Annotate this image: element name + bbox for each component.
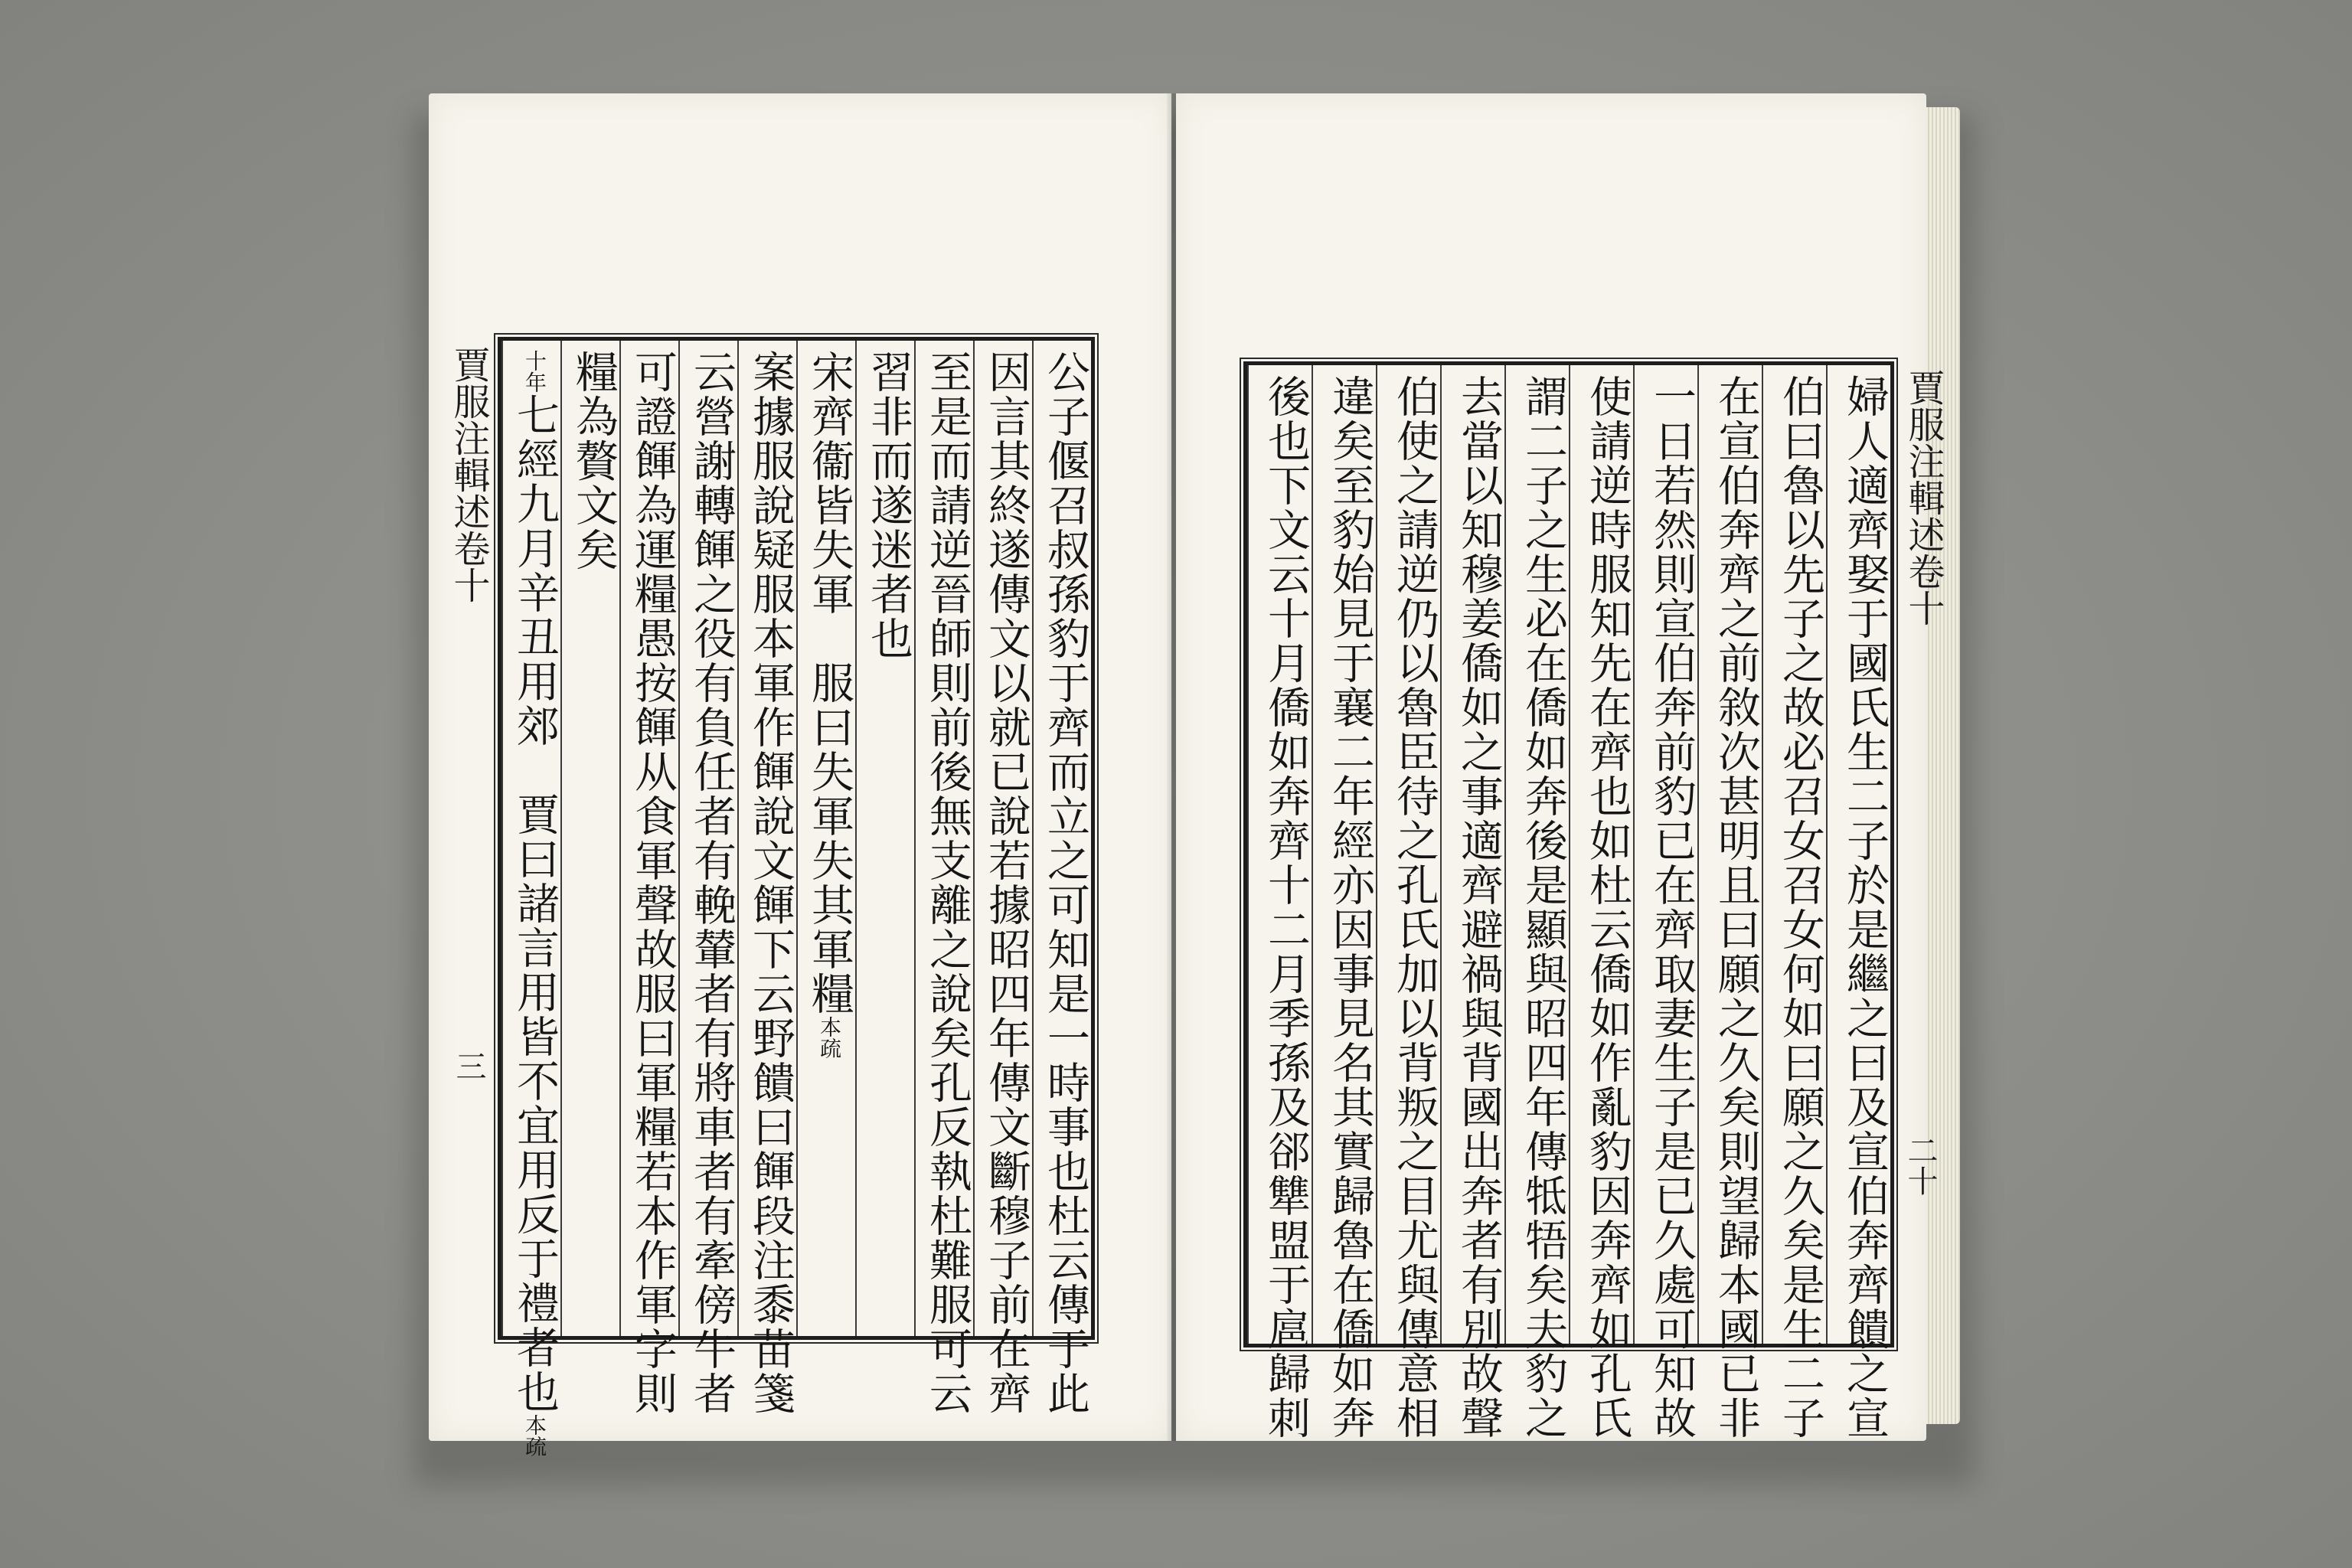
- left-col-8: 可證餫為運糧愚按餫从食軍聲故服曰軍糧若本作軍字則: [619, 341, 678, 1336]
- left-page: [429, 93, 1171, 1457]
- left-col-2: 因言其終遂傳文以就已說若據昭四年傳文斷穆子前在齊: [973, 341, 1032, 1336]
- right-col-5: 使請逆時服知先在齊也如杜云僑如作亂豹因奔齊如孔氏: [1569, 365, 1633, 1344]
- right-col-10: 後也下文云十月僑如奔齊十二月季孫及郤犨盟于扈歸刺: [1247, 365, 1312, 1344]
- left-col-6: 案據服說疑服本軍作餫說文餫下云野饋曰餫段注黍苗箋: [737, 341, 796, 1336]
- left-col-10: 十年七經九月辛丑用郊 賈曰諸言用皆不宜用反于禮者也本疏: [501, 341, 560, 1336]
- bleed-through-text: [766, 185, 827, 228]
- left-col-7: 云營謝轉餫之役有負任者有輓輦者有將車者有牽傍牛者: [678, 341, 737, 1336]
- right-col-2: 伯曰魯以先子之故必召女召女何如曰願之久矣是生二子: [1762, 365, 1826, 1344]
- right-margin-title: 賈服注輯述卷十: [1902, 369, 1945, 626]
- right-col-4: 一日若然則宣伯奔前豹已在齊取妻生子是已久處可知故: [1633, 365, 1697, 1344]
- right-col-9: 違矣至豹始見于襄二年經亦因事見名其實歸魯在僑如奔: [1312, 365, 1376, 1344]
- left-page-frame: [498, 337, 1095, 1457]
- right-page-number: 二十: [1903, 1135, 1938, 1196]
- right-page: [1176, 93, 1945, 1441]
- left-col-3: 至是而請逆晉師則前後無支離之說矣孔反執杜難服可云: [914, 341, 973, 1336]
- right-col-7: 去當以知穆姜僑如之事適齊避禍與背國出奔者有別故聲: [1440, 365, 1504, 1344]
- left-margin-title: 賈服注輯述卷十: [447, 346, 490, 603]
- right-col-8: 伯使之請逆仍以魯臣待之孔氏加以背叛之目尤與傳意相: [1376, 365, 1440, 1344]
- right-col-1: 婦人適齊娶于國氏生二子於是繼之曰及宣伯奔齊饋之宣: [1826, 365, 1890, 1344]
- right-page-frame: [1243, 361, 1894, 1440]
- left-col-5: 宋齊衞皆失軍 服曰失軍失其軍糧本疏: [796, 341, 855, 1336]
- left-col-9: 糧為贅文矣: [560, 341, 619, 1336]
- right-col-3: 在宣伯奔齊之前敘次甚明且曰願之久矣則望歸本國已非: [1697, 365, 1762, 1344]
- left-col-1: 公子偃召叔孫豹于齊而立之可知是一時事也杜云傳于此: [1032, 341, 1091, 1336]
- left-page-number: 三: [451, 1050, 486, 1081]
- right-col-6: 謂二子之生必在僑如奔後是顯與昭四年傳牴牾矣夫豹之: [1504, 365, 1569, 1344]
- left-col-4: 習非而遂迷者也: [855, 341, 914, 1336]
- small-note: 本疏: [817, 1016, 842, 1059]
- small-note: 本疏: [522, 1414, 547, 1457]
- head-note: 十年: [522, 350, 547, 393]
